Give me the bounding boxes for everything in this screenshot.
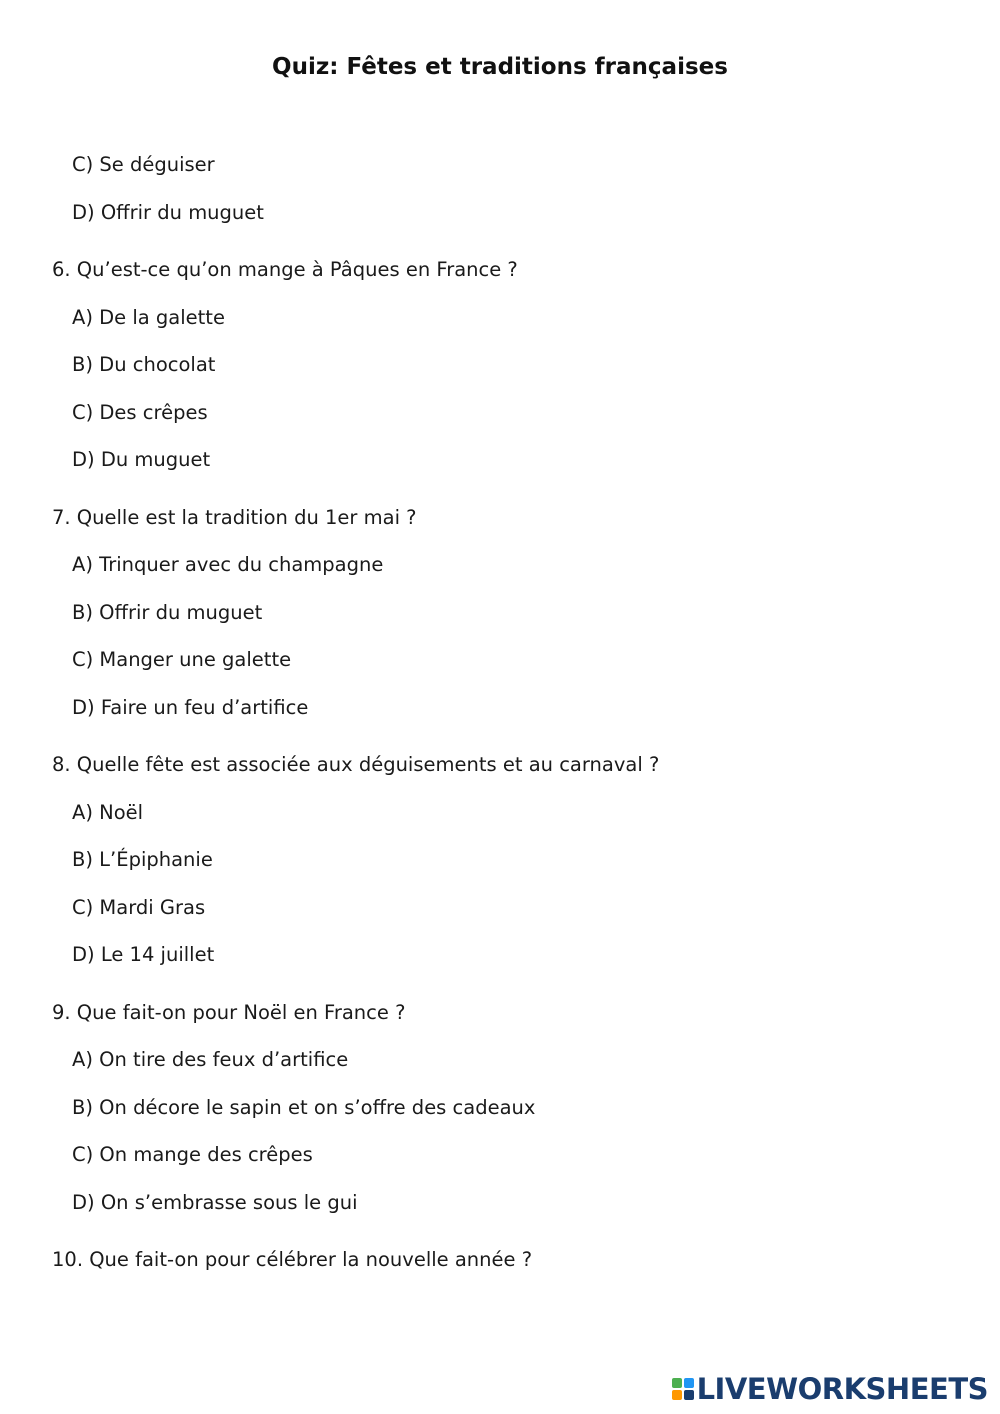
liveworksheets-logo-icon (672, 1378, 694, 1400)
answer-option[interactable]: B) Du chocolat (72, 353, 216, 376)
liveworksheets-logo (672, 1372, 988, 1406)
answer-option[interactable]: A) De la galette (72, 306, 225, 329)
answer-option[interactable]: C) Manger une galette (72, 648, 292, 671)
question-6: 6. Qu’est-ce qu’on mange à Pâques en France ? (52, 258, 518, 281)
logo-text: LIVEWORKSHEETS (696, 1372, 988, 1406)
answer-option[interactable]: D) On s’embrasse sous le gui (72, 1191, 358, 1214)
answer-option[interactable]: D) Faire un feu d’artifice (72, 696, 309, 719)
answer-option[interactable]: B) On décore le sapin et on s’offre des cadeaux (72, 1096, 536, 1119)
question-10: 10. Que fait-on pour célébrer la nouvelle année ? (52, 1248, 533, 1271)
answer-option[interactable]: D) Du muguet (72, 448, 211, 471)
answer-option[interactable]: C) Des crêpes (72, 401, 208, 424)
answer-option[interactable]: A) On tire des feux d’artifice (72, 1048, 349, 1071)
answer-option[interactable]: A) Noël (72, 801, 144, 824)
answer-option[interactable]: B) L’Épiphanie (72, 848, 213, 871)
answer-option[interactable]: C) Mardi Gras (72, 896, 206, 919)
question-9: 9. Que fait-on pour Noël en France ? (52, 1001, 406, 1024)
answer-option[interactable]: C) Se déguiser (72, 153, 215, 176)
answer-option[interactable]: D) Offrir du muguet (72, 201, 264, 224)
answer-option[interactable]: C) On mange des crêpes (72, 1143, 313, 1166)
question-7: 7. Quelle est la tradition du 1er mai ? (52, 506, 417, 529)
question-8: 8. Quelle fête est associée aux déguisements et au carnaval ? (52, 753, 660, 776)
answer-option[interactable]: D) Le 14 juillet (72, 943, 215, 966)
answer-option[interactable]: B) Offrir du muguet (72, 601, 263, 624)
page-title: Quiz: Fêtes et traditions françaises (272, 54, 728, 80)
answer-option[interactable]: A) Trinquer avec du champagne (72, 553, 384, 576)
